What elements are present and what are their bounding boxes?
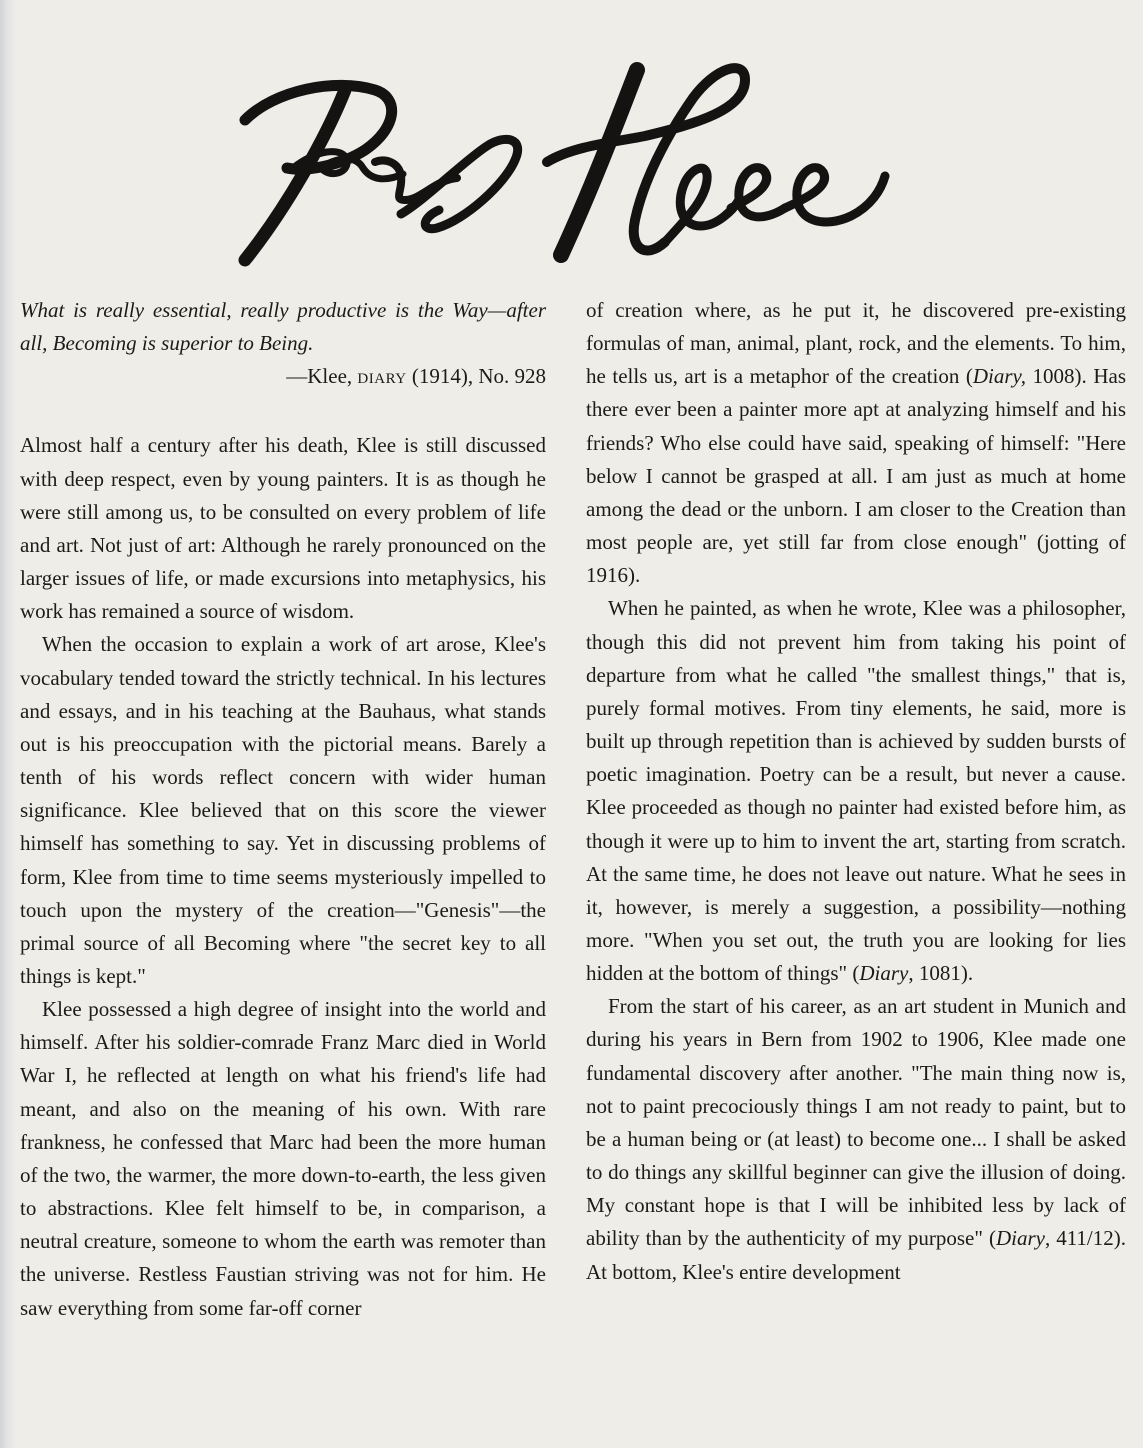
attribution-author: —Klee, (286, 364, 358, 389)
paragraph: Almost half a century after his death, Klee is still discussed with deep respect, even by young painters. It is as though he were still among us, to be consulted on every problem of life and art. Not just of art: Although he rarely pronounced on the larger issues of life, or made excursions into metaphysics, his work has remained a source of wisdom. (20, 433, 546, 624)
paragraph-text: , 411/12). At bottom, Klee's entire development (586, 1226, 1126, 1284)
diary-citation: Diary (995, 1226, 1045, 1251)
paragraph: When the occasion to explain a work of art arose, Klee's vocabulary tended toward the strictly technical. In his lectures and essays, and in his teaching at the Bauhaus, what stands out is his preoccupation with the pictorial means. Barely a tenth of his words reflect concern with wider human significance. Klee believed that on this score the viewer himself has something to say. Yet in discussing problems of form, Klee from time to time seems mysteriously impelled to touch upon the mystery of the creation—"Genesis"—the primal source of all Becoming where "the secret key to all things is kept." (20, 632, 546, 988)
attribution-rest: (1914), No. 928 (406, 364, 546, 389)
paragraph-text: When he painted, as when he wrote, Klee was a philosopher, though this did not prevent him from taking his point of departure from what he called "the smallest things," that is, purely formal motives. From tiny elements, he said, more is built up through repetition than is achieved by sudden bursts of poetic imagination. Poetry can be a result, but never a cause. Klee proceeded as though no painter had existed before him, as though it were up to him to invent the art, starting from scratch. At the same time, he does not leave out nature. What he sees in it, however, is merely a suggestion, a possibility—nothing more. "When you set out, the truth you are looking for lies hidden at the bottom of things" ( (586, 596, 1126, 986)
paragraph-text: 1008). Has there ever been a painter more apt at analyzing himself and his friends? Who else could have said, speaking of himself: "Here below I cannot be grasped at all. I am just as much at home among the dead or the unborn. I am closer to the Creation than most people are, yet still far from close enough" (jotting of 1916). (586, 364, 1126, 588)
right-column (586, 294, 1126, 1289)
paragraph: Klee possessed a high degree of insight into the world and himself. After his soldier-comrade Franz Marc died in World War I, he reflected at length on what his friend's life had meant, and also on the meaning of his own. With rare frankness, he confessed that Marc had been the more human of the two, the warmer, the more down-to-earth, the less given to abstractions. Klee felt himself to be, in comparison, a neutral creature, someone to whom the earth was remoter than the universe. Restless Faustian striving was not for him. He saw everything from some far-off corner (20, 997, 546, 1320)
paragraph (586, 990, 1126, 1288)
diary-citation: Diary, (972, 364, 1026, 389)
paragraph (586, 294, 1126, 592)
paragraph-text: of creation where, as he put it, he discovered pre-existing formulas of man, animal, plant, rock, and the elements. To him, he tells us, art is a metaphor of the creation ( (586, 298, 1126, 389)
attribution-source: DIARY (357, 371, 407, 388)
klee-signature (225, 50, 905, 280)
paragraph-text: , 1081). (908, 961, 974, 986)
diary-citation: Diary (859, 961, 909, 986)
page-edge-shadow (0, 0, 16, 1448)
epigraph-quote: What is really essential, really productive is the Way—after all, Becoming is superior to Being. (20, 298, 546, 356)
paragraph (586, 592, 1126, 990)
epigraph-attribution (20, 360, 546, 396)
left-column (20, 294, 546, 1325)
paragraph-text: From the start of his career, as an art student in Munich and during his years in Bern from 1902 to 1906, Klee made one fundamental discovery after another. "The main thing now is, not to paint precociously things I am not ready to paint, but to be a human being or (at least) to become one... I shall be asked to do things any skillful beginner can give the illusion of doing. My constant hope is that I will be inhibited less by lack of ability than by the authenticity of my purpose" ( (586, 994, 1126, 1251)
